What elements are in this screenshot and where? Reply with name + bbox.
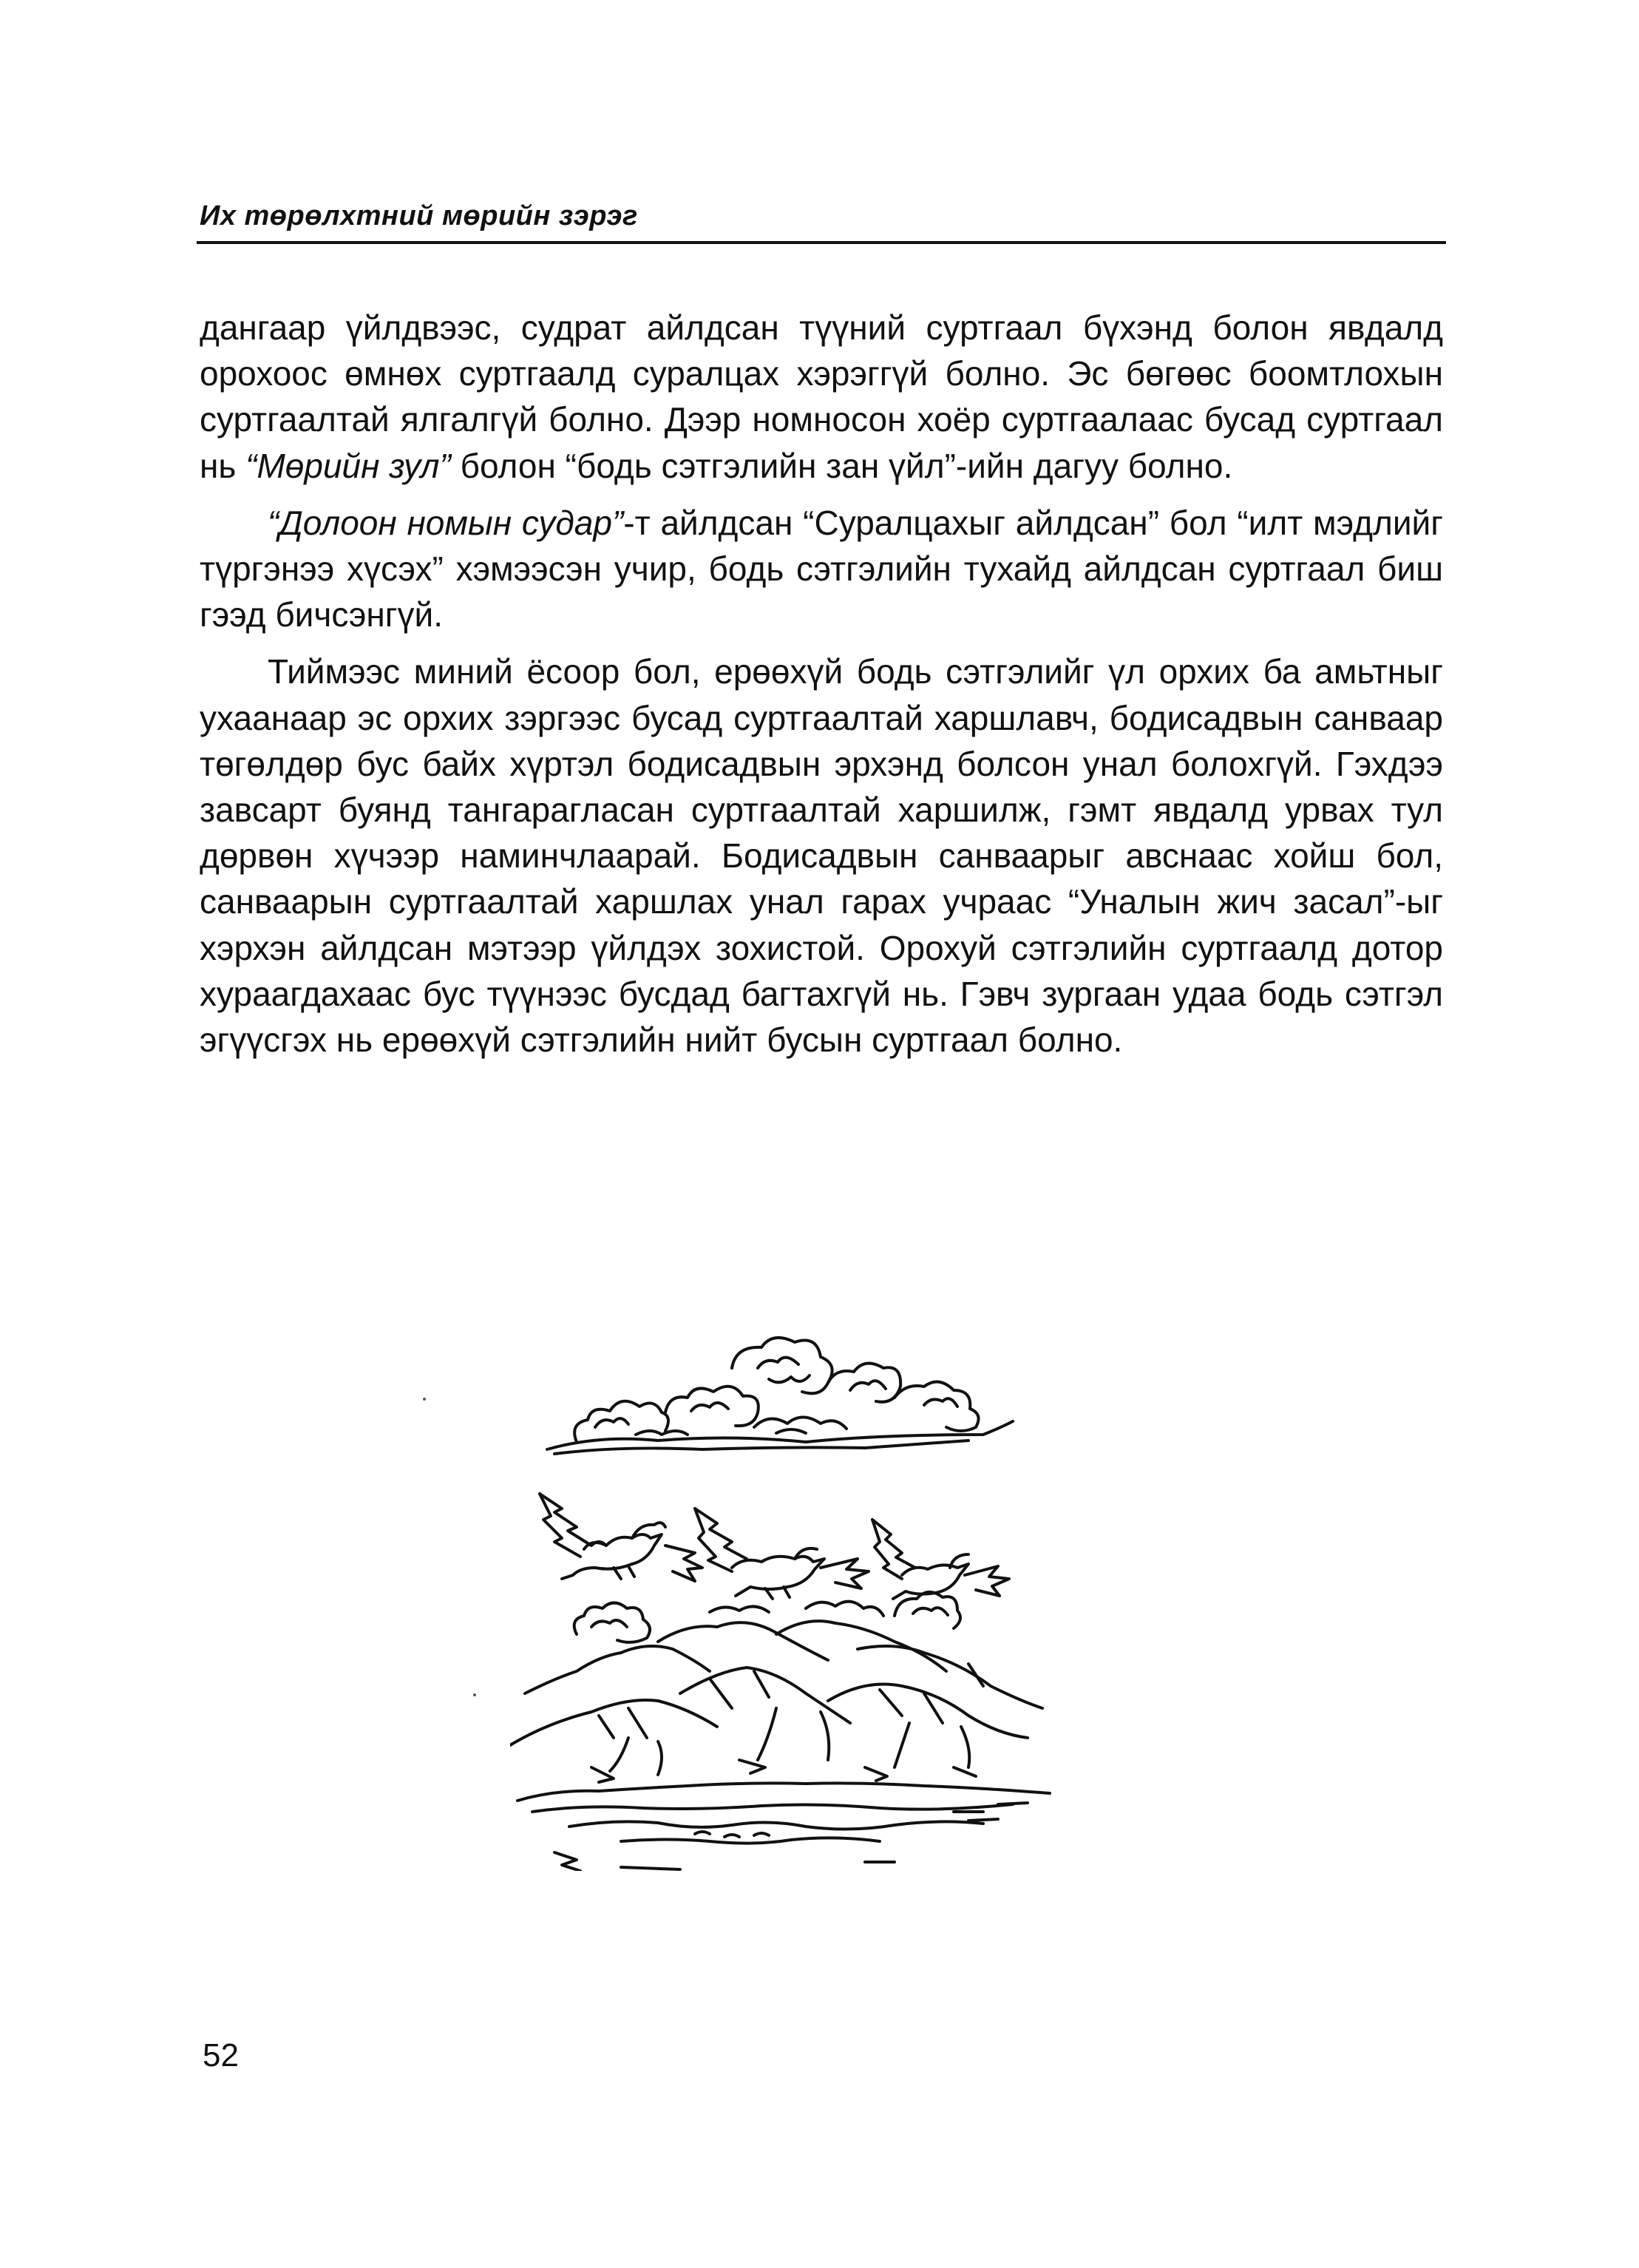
paragraph-2	[200, 500, 1443, 638]
bird-middle-icon	[695, 1509, 869, 1599]
paragraph-1-italic-title: “Мөрийн зул”	[245, 446, 451, 485]
cloud-band-icon	[547, 1338, 1013, 1454]
running-header-title: Их төрөлхтний мөрийн зэрэг	[200, 200, 638, 231]
paragraph-2-text: -т айлдсан “Суралцахыг айлдсан” бол “илт мэдлийг түргэнээ хүсэх” хэмээсэн учир, бодь сэтгэлийн тухайд айлдсан суртгаал биш гээд бичсэнгүй.	[200, 503, 1443, 634]
scan-speck	[423, 1398, 426, 1401]
paragraph-3-text: Тиймээс миний ёсоор бол, ерөөхүй бодь сэтгэлийг үл орхих ба амьтныг ухаанаар эс орхих зэргээс бусад суртгаалтай харшлавч, бодисадвын санваар төгөлдөр бус байх хүртэл бодисадвын эрхэнд болсон унал болохгүй. Гэхдээ завсарт буянд тангарагласан суртгаалтай харшилж, гэмт явдалд урвах тул дөрвөн хүчээр наминчлаарай. Бодисадвын санваарыг авснаас хойш бол, санваарын суртгаалтай харшлах унал гарах учраас “Уналын жич засал”-ыг хэрхэн айлдсан мэтээр үйлдэх зохистой. Орохуй сэтгэлийн суртгаалд дотор хураагдахаас бус түүнээс бусдад багтахгүй нь. Гэвч зургаан удаа бодь сэтгэл эгүүсгэх нь ерөөхүй сэтгэлийн нийт бусын суртгаал болно.	[200, 652, 1443, 1060]
ground-strokes-icon	[554, 1852, 895, 1871]
paragraph-1-text-a: дангаар үйлдвээс, судрат айлдсан түүний суртгаал бүхэнд болон явдалд орохоос өмнөх суртгаалд суралцах хэрэггүй болно. Эс бөгөөс боомтлохын суртгаалтай ялгалгүй болно. Дээр номносон хоёр суртгаалаас бусад суртгаал нь	[200, 308, 1443, 485]
mountains-icon	[510, 1621, 1042, 1782]
paragraph-1-text-b: болон “бодь сэтгэлийн зан үйл”-ийн дагуу болно.	[450, 446, 1233, 485]
scan-speck	[473, 1693, 476, 1696]
lake-icon	[518, 1783, 1050, 1843]
header-divider	[197, 241, 1446, 244]
paragraph-3	[200, 649, 1443, 1063]
small-clouds-icon	[574, 1592, 960, 1642]
bird-right-icon	[872, 1520, 1009, 1599]
paragraph-1	[200, 305, 1443, 489]
body-text	[200, 305, 1443, 1074]
paragraph-2-italic-title: “Долоон номын судар”	[268, 503, 624, 542]
clouds-birds-mountains-lake-drawing-icon	[510, 1324, 1079, 1871]
page-number: 52	[203, 2037, 239, 2074]
bird-left-icon	[540, 1494, 702, 1581]
